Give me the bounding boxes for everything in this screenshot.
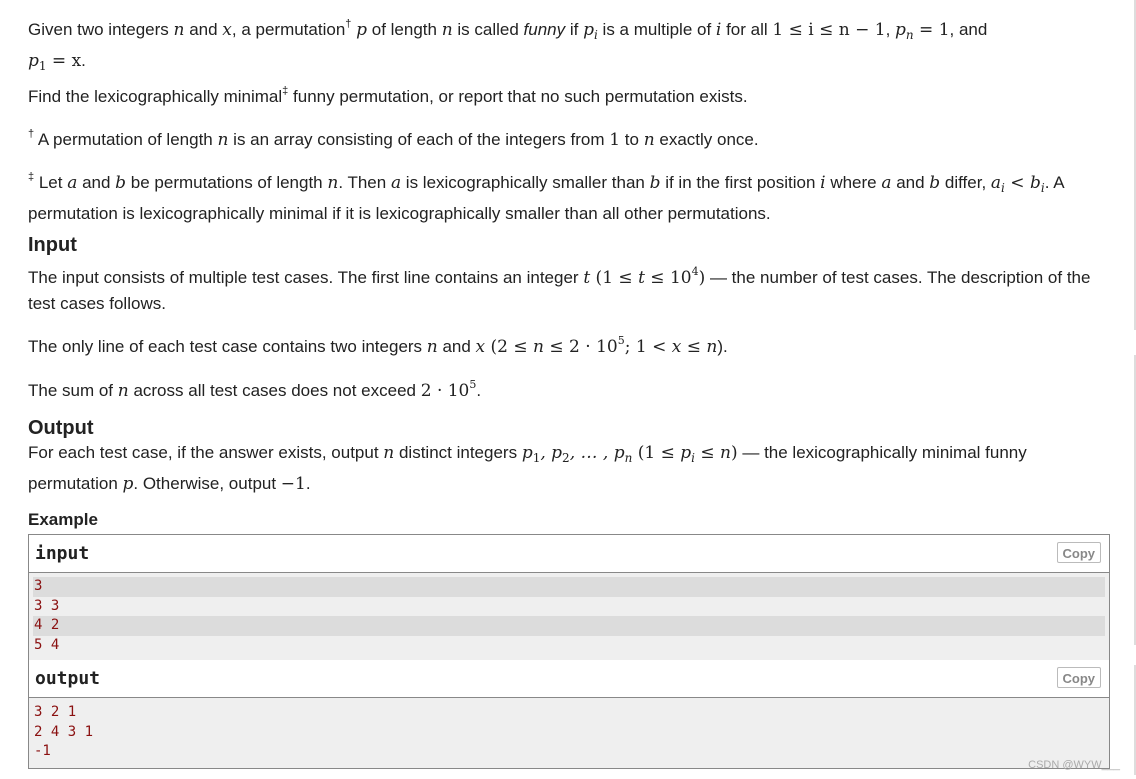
- copy-input-button[interactable]: Copy: [1057, 542, 1102, 563]
- example-output-header: [29, 660, 1109, 698]
- input-paragraph-3: The sum of n across all test cases does not exceed $2 \cdot 10^5$.: [28, 378, 482, 401]
- output-heading: Output: [28, 417, 94, 439]
- footnote-dagger: † A permutation of length n is an array consisting of each of the integers from 1 to n exactly once.: [28, 128, 759, 150]
- input-paragraph-2: The only line of each test case contains two integers n and x ($2 \le n \le 2 \cdot 10^5$; 1 < x ≤ n).: [28, 334, 728, 357]
- example-output-content[interactable]: [29, 698, 1109, 768]
- input-line: 3: [33, 577, 1105, 597]
- output-paragraph-1: For each test case, if the answer exists, output n distinct integers $p_1$, $p_2$, … , $p_n$ $(1 \le p_i \le n)$ — the lexicographically minimal funny permutation p. Otherwise, output −1.: [28, 443, 1027, 494]
- example-input-box: [28, 534, 1110, 662]
- example-output-box: [28, 660, 1110, 769]
- statement-paragraph-1: Given two integers n and x, a permutation† p of length n is called funny if $p_i$ is a multiple of i for all 1 ≤ i ≤ n − 1, $p_n = 1$, and $p_1 = x$.: [28, 18, 988, 73]
- footnote-double-dagger: ‡ Let a and b be permutations of length n. Then a is lexicographically smaller than b if in the first position i where a and b differ, $a_i < b_i$. A permutation is lexicographically minimal if it is lexicographically smaller than all other permutations.: [28, 171, 1064, 223]
- output-line: 3 2 1: [34, 704, 77, 720]
- input-paragraph-1: The input consists of multiple test cases. The first line contains an integer t $(1 \le t \le 10^4)$ — the number of test cases. The description of the test cases follows.: [28, 265, 1091, 313]
- example-input-label: input: [35, 543, 90, 564]
- watermark: CSDN @WYW___: [1028, 759, 1120, 771]
- example-heading: Example: [28, 510, 98, 529]
- input-line: 4 2: [33, 616, 1105, 636]
- output-line: -1: [34, 743, 51, 759]
- statement-paragraph-2: Find the lexicographically minimal‡ funny permutation, or report that no such permutation exists.: [28, 85, 748, 106]
- input-line: 5 4: [34, 636, 60, 653]
- input-heading: Input: [28, 234, 77, 256]
- example-input-header: [29, 535, 1109, 573]
- example-input-content[interactable]: [29, 573, 1109, 661]
- input-line: 3 3: [34, 597, 60, 614]
- output-line: 2 4 3 1: [34, 723, 94, 740]
- copy-output-button[interactable]: Copy: [1057, 667, 1102, 688]
- example-output-label: output: [35, 668, 101, 689]
